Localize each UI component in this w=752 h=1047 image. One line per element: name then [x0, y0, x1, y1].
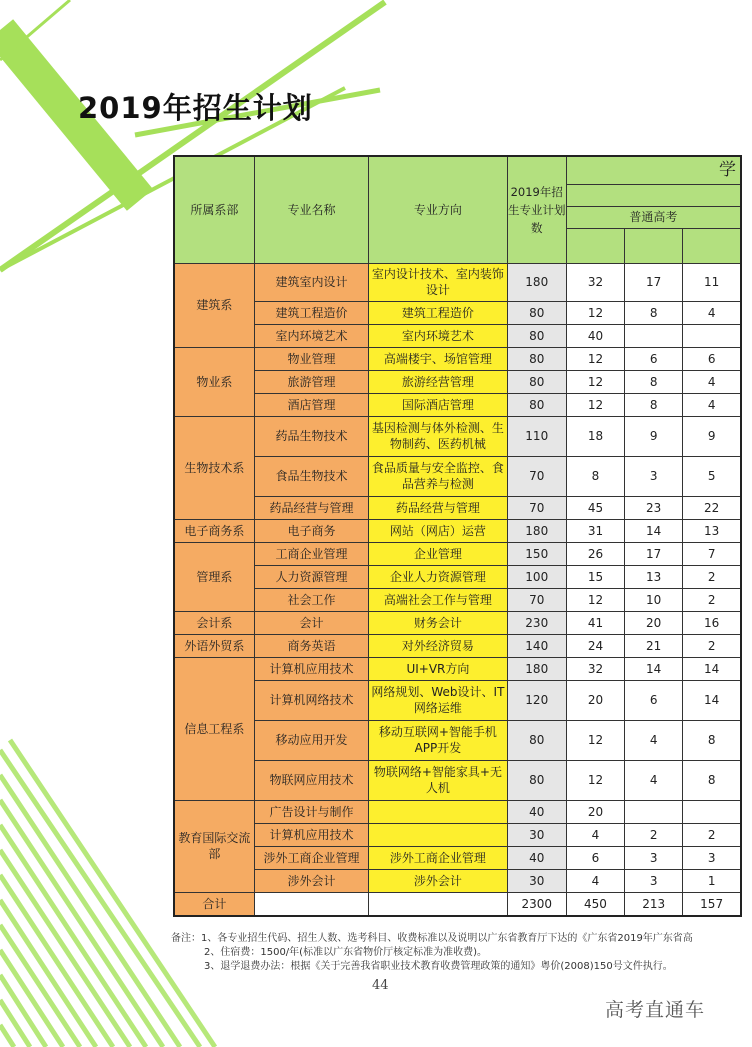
count-cell: 3 — [625, 846, 683, 869]
header-general: 普通高考 — [566, 206, 741, 228]
count-cell: 3 — [683, 846, 741, 869]
total-count: 450 — [566, 892, 624, 916]
direction-cell: 高端社会工作与管理 — [369, 588, 507, 611]
major-cell: 商务英语 — [254, 634, 368, 657]
dept-cell: 建筑系 — [174, 263, 254, 347]
count-cell: 4 — [566, 823, 624, 846]
count-cell: 4 — [683, 301, 741, 324]
direction-cell: UI+VR方向 — [369, 657, 507, 680]
major-cell: 旅游管理 — [254, 370, 368, 393]
direction-cell: 室内环境艺术 — [369, 324, 507, 347]
plan-cell: 110 — [507, 416, 566, 456]
major-cell: 会计 — [254, 611, 368, 634]
count-cell: 22 — [683, 496, 741, 519]
page-title: 2019年招生计划 — [78, 91, 313, 125]
plan-cell: 80 — [507, 720, 566, 760]
major-cell: 建筑室内设计 — [254, 263, 368, 301]
count-cell: 6 — [625, 347, 683, 370]
count-cell: 23 — [625, 496, 683, 519]
direction-cell: 移动互联网+智能手机APP开发 — [369, 720, 507, 760]
table-row — [174, 657, 741, 680]
table-row — [174, 611, 741, 634]
direction-cell: 基因检测与体外检测、生物制药、医药机械 — [369, 416, 507, 456]
major-cell: 涉外会计 — [254, 869, 368, 892]
dept-cell: 教育国际交流部 — [174, 800, 254, 892]
major-cell: 计算机应用技术 — [254, 657, 368, 680]
count-cell: 26 — [566, 542, 624, 565]
dept-cell: 信息工程系 — [174, 657, 254, 800]
table-row — [174, 263, 741, 301]
count-cell: 15 — [566, 565, 624, 588]
table-row — [174, 370, 741, 393]
count-cell: 4 — [625, 720, 683, 760]
count-cell: 20 — [566, 800, 624, 823]
header-sub-1 — [566, 228, 624, 263]
plan-cell: 40 — [507, 846, 566, 869]
count-cell: 3 — [625, 456, 683, 496]
count-cell: 12 — [566, 370, 624, 393]
table-row — [174, 680, 741, 720]
table-row — [174, 565, 741, 588]
count-cell: 12 — [566, 347, 624, 370]
major-cell: 酒店管理 — [254, 393, 368, 416]
notes — [171, 932, 693, 974]
table-row — [174, 324, 741, 347]
table-row — [174, 542, 741, 565]
header-direction: 专业方向 — [369, 156, 507, 263]
table-row — [174, 347, 741, 370]
table-row — [174, 519, 741, 542]
table-row — [174, 393, 741, 416]
count-cell: 9 — [683, 416, 741, 456]
direction-cell: 国际酒店管理 — [369, 393, 507, 416]
plan-cell: 30 — [507, 869, 566, 892]
plan-cell: 150 — [507, 542, 566, 565]
watermark: 高考直通车 — [605, 999, 706, 1021]
count-cell: 12 — [566, 301, 624, 324]
major-cell: 社会工作 — [254, 588, 368, 611]
count-cell: 13 — [683, 519, 741, 542]
header-plan: 2019年招生专业计划数 — [507, 156, 566, 263]
major-cell: 涉外工商企业管理 — [254, 846, 368, 869]
header-dept: 所属系部 — [174, 156, 254, 263]
count-cell: 32 — [566, 657, 624, 680]
direction-cell: 药品经营与管理 — [369, 496, 507, 519]
major-cell: 药品经营与管理 — [254, 496, 368, 519]
table-body — [174, 263, 741, 916]
count-cell: 45 — [566, 496, 624, 519]
count-cell: 4 — [683, 393, 741, 416]
count-cell: 18 — [566, 416, 624, 456]
plan-cell: 70 — [507, 588, 566, 611]
major-cell: 人力资源管理 — [254, 565, 368, 588]
count-cell: 24 — [566, 634, 624, 657]
dept-cell: 管理系 — [174, 542, 254, 611]
total-count: 157 — [683, 892, 741, 916]
plan-cell: 80 — [507, 324, 566, 347]
table-row — [174, 416, 741, 456]
direction-cell: 食品质量与安全监控、食品营养与检测 — [369, 456, 507, 496]
count-cell: 14 — [683, 657, 741, 680]
count-cell: 12 — [566, 588, 624, 611]
plan-cell: 100 — [507, 565, 566, 588]
header-big: 学 — [566, 156, 741, 184]
table-row — [174, 823, 741, 846]
direction-cell: 企业人力资源管理 — [369, 565, 507, 588]
direction-cell: 财务会计 — [369, 611, 507, 634]
count-cell: 8 — [625, 393, 683, 416]
table-row — [174, 869, 741, 892]
table-row — [174, 588, 741, 611]
direction-cell: 物联网络+智能家具+无人机 — [369, 760, 507, 800]
table-row — [174, 301, 741, 324]
plan-cell: 180 — [507, 657, 566, 680]
plan-cell: 70 — [507, 456, 566, 496]
direction-cell: 企业管理 — [369, 542, 507, 565]
plan-cell: 120 — [507, 680, 566, 720]
total-label: 合计 — [174, 892, 254, 916]
count-cell: 2 — [683, 565, 741, 588]
count-cell: 3 — [625, 869, 683, 892]
table-row — [174, 634, 741, 657]
major-cell: 计算机应用技术 — [254, 823, 368, 846]
count-cell: 17 — [625, 542, 683, 565]
major-cell: 广告设计与制作 — [254, 800, 368, 823]
count-cell: 1 — [683, 869, 741, 892]
table-row — [174, 456, 741, 496]
table-row — [174, 800, 741, 823]
count-cell: 9 — [625, 416, 683, 456]
count-cell: 21 — [625, 634, 683, 657]
dept-cell: 物业系 — [174, 347, 254, 416]
direction-cell: 建筑工程造价 — [369, 301, 507, 324]
note-2: 2、住宿费：1500/年(标准以广东省物价厅核定标准为准收费)。 — [204, 947, 487, 958]
total-count: 213 — [625, 892, 683, 916]
direction-cell: 室内设计技术、室内装饰设计 — [369, 263, 507, 301]
count-cell: 13 — [625, 565, 683, 588]
major-cell: 室内环境艺术 — [254, 324, 368, 347]
count-cell — [625, 800, 683, 823]
direction-cell: 网络规划、Web设计、IT网络运维 — [369, 680, 507, 720]
count-cell — [625, 324, 683, 347]
table-row — [174, 846, 741, 869]
plan-cell: 70 — [507, 496, 566, 519]
table-row — [174, 496, 741, 519]
count-cell: 10 — [625, 588, 683, 611]
count-cell: 20 — [566, 680, 624, 720]
count-cell: 12 — [566, 760, 624, 800]
table-row — [174, 760, 741, 800]
plan-cell: 140 — [507, 634, 566, 657]
header-blank — [566, 184, 741, 206]
direction-cell: 旅游经营管理 — [369, 370, 507, 393]
header-major: 专业名称 — [254, 156, 368, 263]
plan-cell: 30 — [507, 823, 566, 846]
plan-cell: 80 — [507, 760, 566, 800]
plan-cell: 80 — [507, 393, 566, 416]
header-sub-2 — [625, 228, 683, 263]
count-cell: 4 — [683, 370, 741, 393]
direction-cell: 高端楼宇、场馆管理 — [369, 347, 507, 370]
count-cell: 2 — [625, 823, 683, 846]
count-cell: 8 — [683, 760, 741, 800]
total-plan: 2300 — [507, 892, 566, 916]
major-cell: 食品生物技术 — [254, 456, 368, 496]
major-cell: 计算机网络技术 — [254, 680, 368, 720]
direction-cell: 对外经济贸易 — [369, 634, 507, 657]
direction-cell: 网站（网店）运营 — [369, 519, 507, 542]
major-cell: 物联网应用技术 — [254, 760, 368, 800]
count-cell: 12 — [566, 720, 624, 760]
count-cell: 41 — [566, 611, 624, 634]
major-cell: 移动应用开发 — [254, 720, 368, 760]
plan-cell: 230 — [507, 611, 566, 634]
dept-cell: 外语外贸系 — [174, 634, 254, 657]
count-cell: 5 — [683, 456, 741, 496]
count-cell: 4 — [625, 760, 683, 800]
plan-cell: 80 — [507, 370, 566, 393]
major-cell: 工商企业管理 — [254, 542, 368, 565]
count-cell: 20 — [625, 611, 683, 634]
direction-cell — [369, 823, 507, 846]
count-cell: 12 — [566, 393, 624, 416]
count-cell: 2 — [683, 823, 741, 846]
dept-cell: 生物技术系 — [174, 416, 254, 519]
count-cell: 14 — [625, 657, 683, 680]
direction-cell: 涉外工商企业管理 — [369, 846, 507, 869]
count-cell: 6 — [625, 680, 683, 720]
count-cell: 4 — [566, 869, 624, 892]
major-cell: 物业管理 — [254, 347, 368, 370]
count-cell: 6 — [566, 846, 624, 869]
major-cell: 药品生物技术 — [254, 416, 368, 456]
count-cell: 31 — [566, 519, 624, 542]
count-cell: 8 — [625, 301, 683, 324]
major-cell: 电子商务 — [254, 519, 368, 542]
header-sub-3 — [683, 228, 741, 263]
count-cell: 14 — [625, 519, 683, 542]
count-cell: 6 — [683, 347, 741, 370]
plan-cell: 80 — [507, 301, 566, 324]
plan-cell: 180 — [507, 519, 566, 542]
total-blank — [254, 892, 368, 916]
count-cell: 16 — [683, 611, 741, 634]
direction-cell: 涉外会计 — [369, 869, 507, 892]
total-row — [174, 892, 741, 916]
page-number: 44 — [372, 978, 389, 993]
count-cell: 14 — [683, 680, 741, 720]
plan-cell: 180 — [507, 263, 566, 301]
count-cell: 2 — [683, 588, 741, 611]
note-1: 备注：1、各专业招生代码、招生人数、选考科目、收费标准以及说明以广东省教育厅下达的《广东省2019年广东省高 — [171, 933, 693, 944]
count-cell: 32 — [566, 263, 624, 301]
count-cell — [683, 800, 741, 823]
count-cell: 7 — [683, 542, 741, 565]
table-row — [174, 720, 741, 760]
count-cell: 8 — [625, 370, 683, 393]
count-cell: 17 — [625, 263, 683, 301]
count-cell — [683, 324, 741, 347]
major-cell: 建筑工程造价 — [254, 301, 368, 324]
count-cell: 40 — [566, 324, 624, 347]
count-cell: 8 — [683, 720, 741, 760]
count-cell: 8 — [566, 456, 624, 496]
dept-cell: 电子商务系 — [174, 519, 254, 542]
count-cell: 11 — [683, 263, 741, 301]
count-cell: 2 — [683, 634, 741, 657]
note-3: 3、退学退费办法：根据《关于完善我省职业技术教育收费管理政策的通知》粤价(2008)150号文件执行。 — [204, 961, 673, 972]
plan-cell: 40 — [507, 800, 566, 823]
plan-cell: 80 — [507, 347, 566, 370]
dept-cell: 会计系 — [174, 611, 254, 634]
direction-cell — [369, 800, 507, 823]
enrollment-plan-table — [173, 155, 742, 917]
total-blank — [369, 892, 507, 916]
